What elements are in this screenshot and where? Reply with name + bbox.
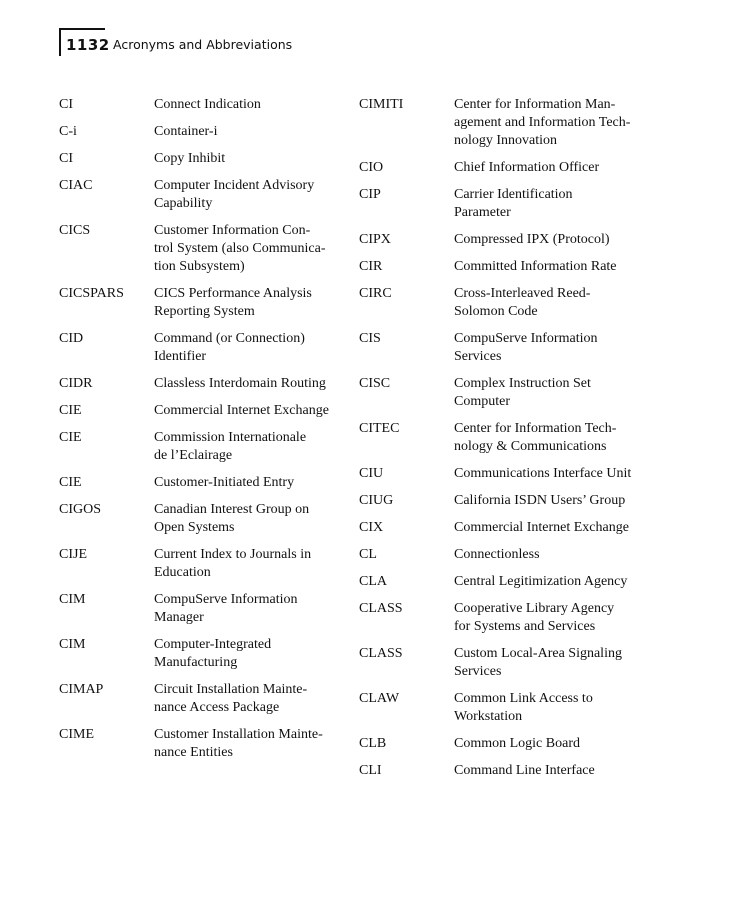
- entry-definition: Classless Interdomain Routing: [154, 376, 326, 391]
- entry-abbreviation: CIRC: [359, 286, 392, 301]
- glossary-entry: [59, 501, 349, 537]
- entry-definition: Current Index to Journals in Education: [154, 547, 312, 580]
- glossary-entry: [59, 429, 349, 465]
- glossary-entry: [359, 258, 659, 276]
- glossary-entry: [59, 330, 349, 366]
- glossary-entry: [359, 762, 659, 780]
- entry-abbreviation: CLB: [359, 736, 387, 751]
- entry-definition: Computer Incident Advisory Capability: [154, 178, 315, 211]
- entry-definition: California ISDN Users’ Group: [454, 493, 626, 508]
- entry-abbreviation: CITEC: [359, 421, 400, 436]
- glossary-entry: [59, 150, 349, 168]
- entry-definition: Common Logic Board: [454, 736, 580, 751]
- entry-definition: Commercial Internet Exchange: [454, 520, 629, 535]
- entry-definition: Customer Installation Mainte- nance Entities: [154, 727, 323, 760]
- entry-definition: Container-i: [154, 124, 218, 139]
- entry-definition: Canadian Interest Group on Open Systems: [154, 502, 310, 535]
- entry-definition: Commercial Internet Exchange: [154, 403, 329, 418]
- glossary-entry: [359, 186, 659, 222]
- running-title: Acronyms and Abbreviations: [113, 37, 293, 52]
- entry-definition: CompuServe Information Services: [454, 331, 598, 364]
- glossary-entry: [59, 96, 349, 114]
- left-column: [59, 96, 349, 771]
- glossary-entry: [59, 474, 349, 492]
- glossary-entry: [359, 285, 659, 321]
- entry-definition: Compressed IPX (Protocol): [454, 232, 610, 247]
- entry-definition: CICS Performance Analysis Reporting System: [154, 286, 312, 319]
- glossary-entry: [59, 177, 349, 213]
- glossary-entry: [359, 375, 659, 411]
- glossary-entry: [359, 519, 659, 537]
- entry-abbreviation: CIP: [359, 187, 381, 202]
- glossary-entry: [59, 726, 349, 762]
- entry-abbreviation: CIMAP: [59, 682, 104, 697]
- entry-abbreviation: C-i: [59, 124, 77, 139]
- entry-definition: CompuServe Information Manager: [154, 592, 298, 625]
- entry-abbreviation: CL: [359, 547, 377, 562]
- entry-abbreviation: CIO: [359, 160, 384, 175]
- entry-definition: Connectionless: [454, 547, 540, 562]
- entry-abbreviation: CICS: [59, 223, 91, 238]
- entry-abbreviation: CIPX: [359, 232, 391, 247]
- entry-abbreviation: CIJE: [59, 547, 87, 562]
- entry-abbreviation: CLASS: [359, 646, 403, 661]
- glossary-entry: [59, 636, 349, 672]
- entry-definition: Communications Interface Unit: [454, 466, 632, 481]
- entry-definition: Command Line Interface: [454, 763, 595, 778]
- entry-definition: Complex Instruction Set Computer: [454, 376, 591, 409]
- entry-definition: Cross-Interleaved Reed- Solomon Code: [454, 286, 591, 319]
- entry-abbreviation: CIE: [59, 430, 82, 445]
- glossary-entry: [59, 591, 349, 627]
- entry-definition: Commission Internationale de l’Eclairage: [154, 430, 307, 463]
- entry-abbreviation: CLI: [359, 763, 382, 778]
- entry-abbreviation: CLASS: [359, 601, 403, 616]
- glossary-entry: [359, 159, 659, 177]
- glossary-entry: [59, 285, 349, 321]
- entry-definition: Committed Information Rate: [454, 259, 617, 274]
- entry-definition: Command (or Connection) Identifier: [154, 331, 305, 364]
- header-bar: [59, 28, 61, 56]
- entry-definition: Central Legitimization Agency: [454, 574, 628, 589]
- entry-definition: Common Link Access to Workstation: [454, 691, 593, 724]
- glossary-entry: [359, 600, 659, 636]
- entry-abbreviation: CLA: [359, 574, 387, 589]
- entry-definition: Cooperative Library Agency for Systems and Services: [454, 601, 615, 634]
- entry-abbreviation: CIE: [59, 403, 82, 418]
- glossary-entry: [359, 465, 659, 483]
- entry-abbreviation: CIR: [359, 259, 383, 274]
- entry-abbreviation: CIDR: [59, 376, 93, 391]
- entry-abbreviation: CI: [59, 97, 73, 112]
- entry-abbreviation: CIAC: [59, 178, 93, 193]
- entry-definition: Chief Information Officer: [454, 160, 600, 175]
- entry-definition: Center for Information Man- agement and Information Tech- nology Innovation: [454, 97, 631, 148]
- entry-abbreviation: CIMITI: [359, 97, 404, 112]
- glossary-entry: [59, 375, 349, 393]
- entry-abbreviation: CID: [59, 331, 84, 346]
- entry-abbreviation: CIU: [359, 466, 384, 481]
- entry-abbreviation: CISC: [359, 376, 391, 391]
- glossary-entry: [359, 96, 659, 150]
- entry-definition: Carrier Identification Parameter: [454, 187, 573, 220]
- page-number: 1132: [66, 36, 110, 54]
- entry-definition: Customer Information Con- trol System (also Communica- tion Subsystem): [154, 223, 326, 274]
- entry-abbreviation: CICSPARS: [59, 286, 124, 301]
- entry-abbreviation: CLAW: [359, 691, 400, 706]
- entry-definition: Computer-Integrated Manufacturing: [154, 637, 272, 670]
- glossary-entry: [359, 735, 659, 753]
- entry-abbreviation: CIME: [59, 727, 94, 742]
- entry-abbreviation: CIUG: [359, 493, 394, 508]
- glossary-entry: [359, 690, 659, 726]
- entry-abbreviation: CIGOS: [59, 502, 102, 517]
- glossary-entry: [359, 645, 659, 681]
- entry-definition: Center for Information Tech- nology & Communications: [454, 421, 617, 454]
- glossary-entry: [359, 231, 659, 249]
- glossary-entry: [59, 123, 349, 141]
- entry-abbreviation: CIX: [359, 520, 384, 535]
- entry-definition: Circuit Installation Mainte- nance Access Package: [154, 682, 308, 715]
- glossary-entry: [59, 546, 349, 582]
- glossary-entry: [359, 546, 659, 564]
- entry-abbreviation: CI: [59, 151, 73, 166]
- glossary-entry: [359, 330, 659, 366]
- entry-definition: Connect Indication: [154, 97, 261, 112]
- glossary-entry: [59, 222, 349, 276]
- glossary-entry: [59, 681, 349, 717]
- entry-abbreviation: CIM: [59, 592, 86, 607]
- glossary-entry: [359, 420, 659, 456]
- entry-abbreviation: CIE: [59, 475, 82, 490]
- entry-abbreviation: CIM: [59, 637, 86, 652]
- glossary-entry: [359, 573, 659, 591]
- entry-definition: Customer-Initiated Entry: [154, 475, 295, 490]
- entry-definition: Custom Local-Area Signaling Services: [454, 646, 622, 679]
- glossary-entry: [59, 402, 349, 420]
- header-rule: [59, 28, 105, 30]
- entry-abbreviation: CIS: [359, 331, 381, 346]
- glossary-entry: [359, 492, 659, 510]
- right-column: [359, 96, 659, 789]
- entry-definition: Copy Inhibit: [154, 151, 226, 166]
